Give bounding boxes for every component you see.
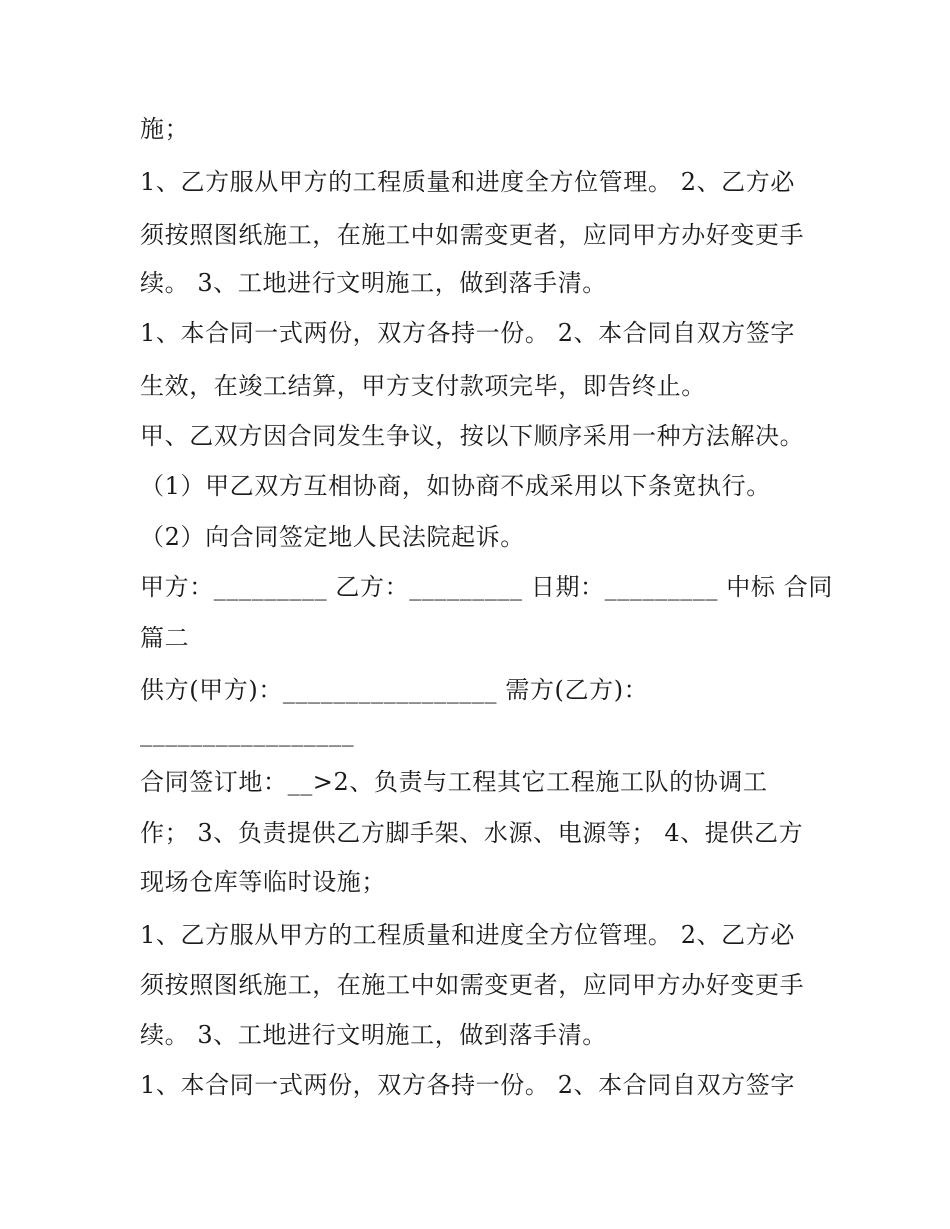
text-line: 供方(甲方)：_________________ 需方(乙方)： <box>140 676 649 704</box>
text-line: 作； 3、负责提供乙方脚手架、水源、电源等； 4、提供乙方 <box>140 819 804 847</box>
text-line: 篇二 <box>140 624 190 652</box>
text-line: 生效，在竣工结算，甲方支付款项完毕，即告终止。 <box>140 372 706 400</box>
text-line: （2）向合同签定地人民法院起诉。 <box>140 523 525 551</box>
text-line: 现场仓库等临时设施； <box>140 868 386 896</box>
text-line: 甲方：_________ 乙方：_________ 日期：_________ 中标 合同 <box>140 573 833 601</box>
text-line: 甲、乙双方因合同发生争议，按以下顺序采用一种方法解决。 <box>140 422 805 450</box>
text-line: 合同签订地：__>2、负责与工程其它工程施工队的协调工 <box>140 768 768 796</box>
text-line: 须按照图纸施工，在施工中如需变更者，应同甲方办好变更手 <box>140 221 805 249</box>
text-line: _________________ <box>140 719 355 747</box>
text-line: 1、乙方服从甲方的工程质量和进度全方位管理。 2、乙方必 <box>140 921 795 949</box>
text-line: 1、本合同一式两份，双方各持一份。 2、本合同自双方签字 <box>140 1071 795 1099</box>
text-line: 续。 3、工地进行文明施工，做到落手清。 <box>140 269 607 297</box>
text-line: （1）甲乙双方互相协商，如协商不成采用以下条宽执行。 <box>140 472 771 500</box>
text-line: 1、乙方服从甲方的工程质量和进度全方位管理。 2、乙方必 <box>140 168 795 196</box>
text-line: 施； <box>140 115 190 143</box>
text-line: 1、本合同一式两份，双方各持一份。 2、本合同自双方签字 <box>140 319 795 347</box>
text-line: 续。 3、工地进行文明施工，做到落手清。 <box>140 1021 607 1049</box>
text-line: 须按照图纸施工，在施工中如需变更者，应同甲方办好变更手 <box>140 971 805 999</box>
